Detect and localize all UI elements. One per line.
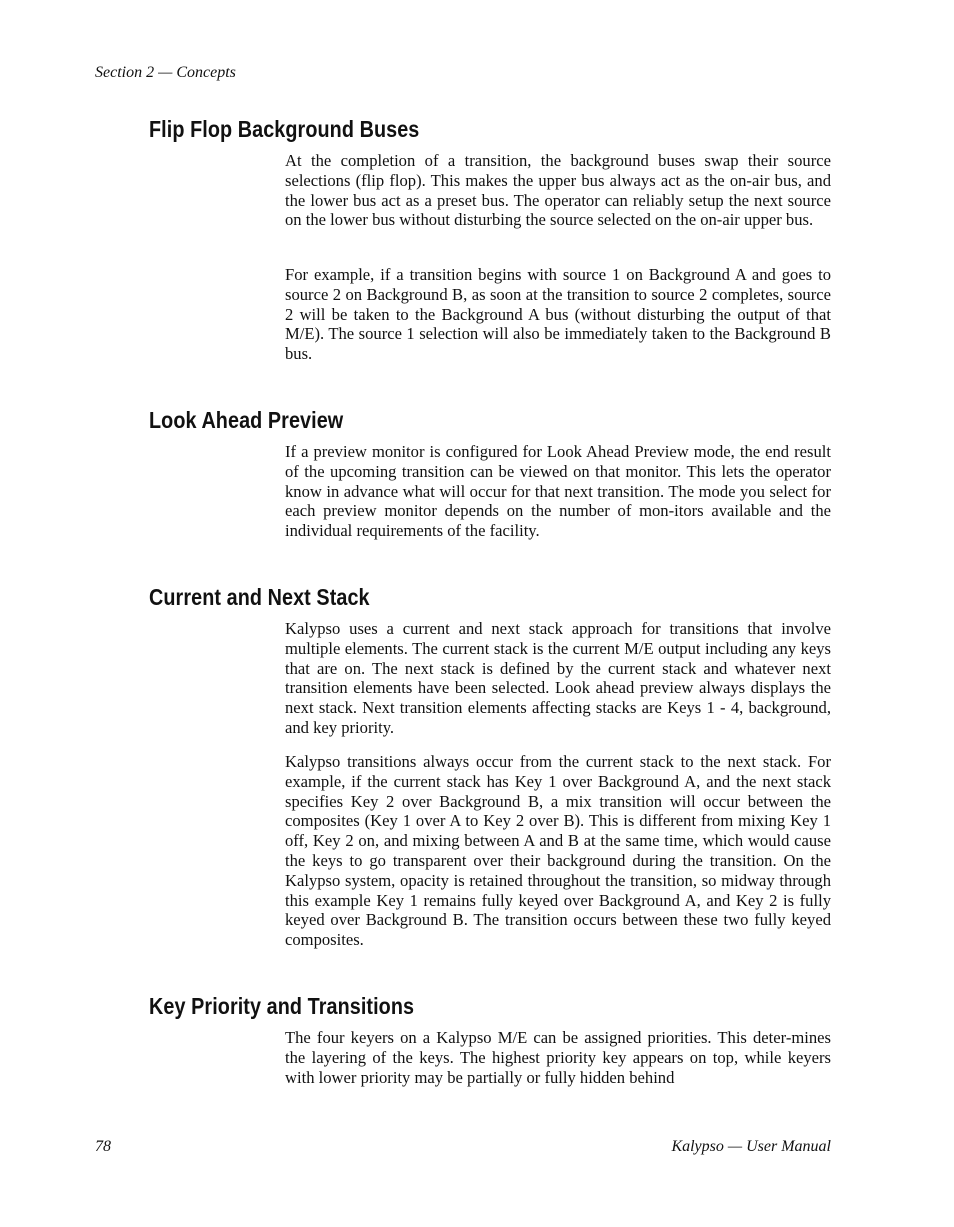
section-heading: Flip Flop Background Buses: [149, 116, 420, 142]
body-paragraph: For example, if a transition begins with source 1 on Background A and goes to source 2 on Background B, as soon at the transition to source 2 completes, source 2 will be taken to the Background A bus (without disturbing the output of that M/E). The source 1 selection will also be immediately taken to the Background B bus.: [285, 265, 831, 364]
section-heading: Current and Next Stack: [149, 584, 370, 610]
section-heading: Key Priority and Transitions: [149, 993, 415, 1019]
footer-manual-title: Kalypso — User Manual: [671, 1138, 831, 1155]
body-paragraph: Kalypso transitions always occur from the current stack to the next stack. For example, if the current stack has Key 1 over Background A, and the next stack specifies Key 2 over Background B, a mix transition will occur between the composites (Key 1 over A to Key 2 over B). This is different from mixing Key 1 off, Key 2 on, and mixing between A and B at the same time, which would cause the keys to go transparent over their background during the transition. On the Kalypso system, opacity is retained throughout the transition, so midway through this example Key 1 remains fully keyed over Background A, and Key 2 is fully keyed over Background B. The transition occurs between these two fully keyed composites.: [285, 752, 831, 950]
section-heading: Look Ahead Preview: [149, 407, 344, 433]
body-paragraph: Kalypso uses a current and next stack approach for transitions that involve multiple elements. The current stack is the current M/E output including any keys that are on. The next stack is defined by the current stack and whatever next transition elements have been selected. Look ahead preview always displays the next stack. Next transition elements affecting stacks are Keys 1 - 4, background, and key priority.: [285, 619, 831, 737]
running-header: Section 2 — Concepts: [95, 64, 236, 81]
body-paragraph: At the completion of a transition, the background buses swap their source selections (flip flop). This makes the upper bus always act as the on-air bus, and the lower bus act as a preset bus. The operator can reliably setup the next source on the lower bus without disturbing the source selected on the on-air upper bus.: [285, 151, 831, 230]
body-paragraph: If a preview monitor is configured for Look Ahead Preview mode, the end result of the upcoming transition can be viewed on that monitor. This lets the operator know in advance what will occur for that next transition. The mode you select for each preview monitor depends on the number of mon-itors available and the individual requirements of the facility.: [285, 442, 831, 541]
body-paragraph: The four keyers on a Kalypso M/E can be assigned priorities. This deter-mines the layering of the keys. The highest priority key appears on top, while keyers with lower priority may be partially or fully hidden behind: [285, 1028, 831, 1087]
page-number: 78: [95, 1138, 111, 1155]
